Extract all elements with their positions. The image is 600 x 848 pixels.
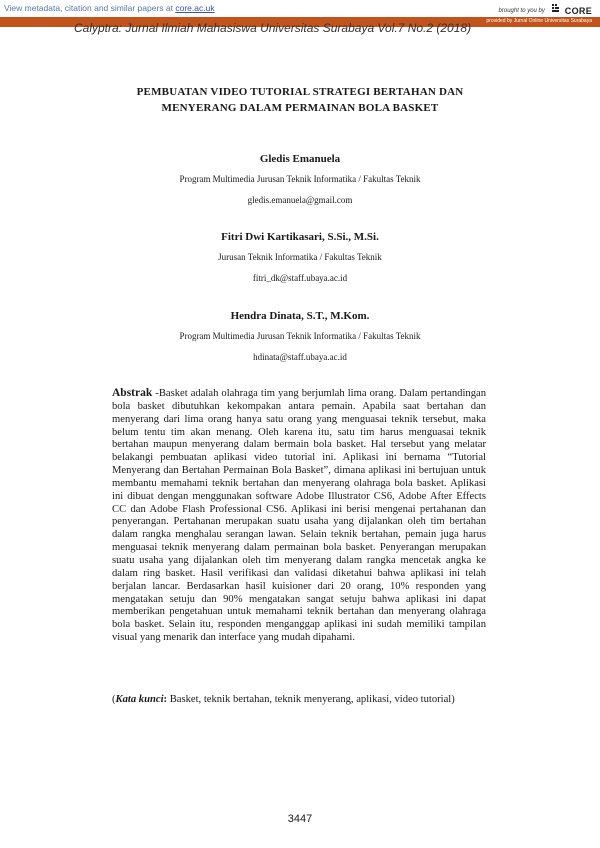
core-label: CORE	[564, 6, 592, 16]
journal-header: Calyptra: Jurnal Ilmiah Mahasiswa Universitas Surabaya Vol.7 No.2 (2018)	[74, 21, 472, 35]
title-line: MENYERANG DALAM PERMAINAN BOLA BASKET	[161, 102, 439, 114]
keywords-colon: :	[163, 694, 170, 705]
keywords-open-paren: (	[112, 694, 116, 705]
author-name: Gledis Emanuela	[259, 153, 341, 165]
author-affiliation: Jurusan Teknik Informatika / Fakultas Teknik	[218, 252, 382, 262]
author-block	[80, 229, 520, 285]
author-name: Hendra Dinata, S.T., M.Kom.	[230, 310, 370, 322]
abstract-label: Abstrak	[112, 387, 153, 399]
title-line: PEMBUATAN VIDEO TUTORIAL STRATEGI BERTAHAN DAN	[136, 86, 464, 98]
abstract-text: -Basket adalah olahraga tim yang berjumlah lima orang. Dalam pertandingan bola basket dibutuhkan kekompakan antara pemain. Apabila saat bertahan dan menyerang dari lima orang hanya satu orang yang menguasai teknik tersebut, maka belum tentu tim akan menang. Oleh karena itu, satu tim harus menguasai teknik bertahan maupun menyerang dalam bermain bola basket. Hal tersebut yang melatar belakangi pembuatan aplikasi video tutorial ini. Aplikasi ini bernama “Tutorial Menyerang dan Bertahan Permainan Bola Basket”, dimana aplikasi ini bertujuan untuk membantu memahami teknik bertahan dan menyerang olahraga bola basket. Aplikasi ini dibuat dengan menggunakan software Adobe Illustrator CS6, Adobe After Effects CC dan Adobe Flash Professional CS6. Aplikasi ini berisi mengenai pertahanan dan penyerangan. Pertahanan merupakan suatu usaha yang dijalankan oleh tim bertahan dalam rangka menghalau serangan lawan. Selain teknik bertahan, pemain juga harus menguasai teknik menyerang dalam permainan bola basket. Penyerangan merupakan suatu usaha yang dijalankan oleh tim menyerang dalam rangka mencetak angka ke dalam ring basket. Hasil verifikasi dan validasi diketahui bahwa aplikasi ini telah berjalan lancar. Berdasarkan hasil kuisioner dari 20 orang, 10% responden yang mengatakan setuju dan 90% mengatakan sangat setuju bahwa aplikasi ini dapat memberikan pengetahuan untuk memahami teknik bertahan dan menyerang olahraga bola basket. Selain itu, responden menganggap aplikasi ini sudah memiliki tampilan visual yang menarik dan interface yang mudah dipahami.	[112, 388, 486, 644]
author-email: gledis.emanuela@gmail.com	[247, 195, 353, 205]
author-email: hdinata@staff.ubaya.ac.id	[253, 352, 347, 362]
author-affiliation: Program Multimedia Jurusan Teknik Informatika / Fakultas Teknik	[179, 331, 421, 341]
core-metadata-notice: View metadata, citation and similar papers at core.ac.uk	[4, 3, 215, 13]
abstract	[112, 387, 486, 645]
author-name: Fitri Dwi Kartikasari, S.Si., M.Si.	[221, 231, 379, 243]
brought-by-label: brought to you by	[498, 8, 545, 14]
author-block	[80, 151, 520, 207]
keywords-text: Basket, teknik bertahan, teknik menyerang, aplikasi, video tutorial)	[169, 694, 455, 705]
provided-by-label: provided by Jurnal Online Universitas Surabaya	[486, 18, 592, 24]
author-email: fitri_dk@staff.ubaya.ac.id	[252, 273, 348, 283]
page-number: 3447	[287, 813, 313, 825]
paper-title	[100, 84, 500, 116]
author-affiliation: Program Multimedia Jurusan Teknik Informatika / Fakultas Teknik	[179, 174, 421, 184]
core-link[interactable]: core.ac.uk	[175, 3, 215, 13]
keywords	[112, 693, 486, 706]
author-block	[80, 308, 520, 364]
keywords-label: Kata kunci	[115, 694, 164, 705]
